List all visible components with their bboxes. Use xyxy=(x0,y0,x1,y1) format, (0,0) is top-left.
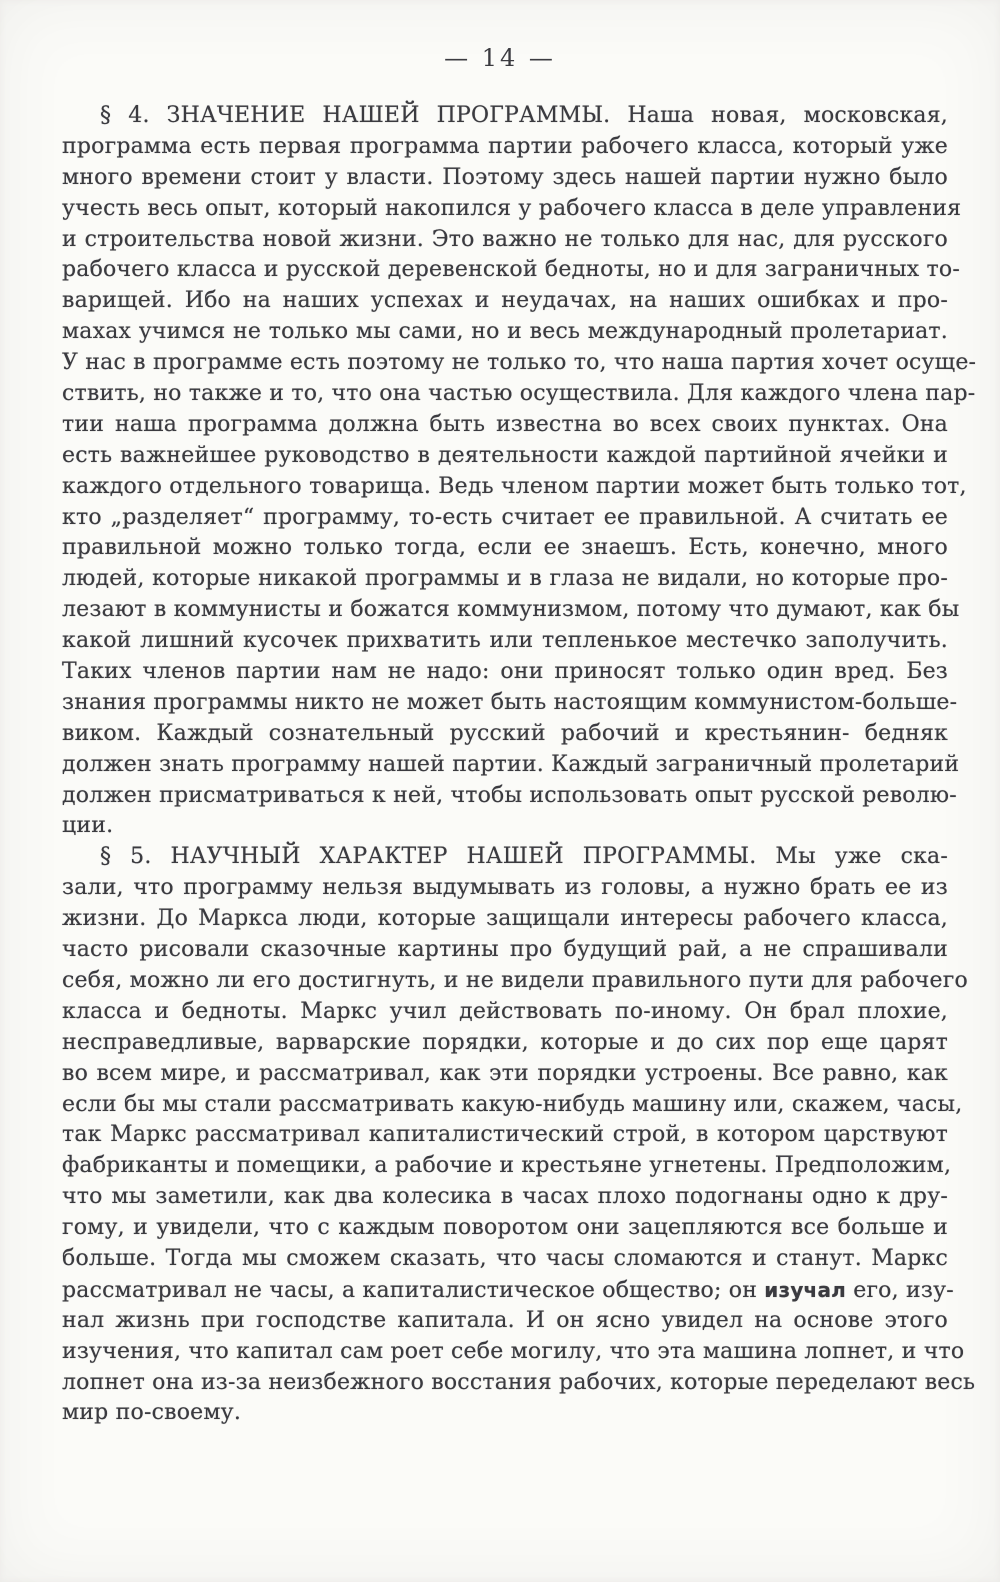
text-line xyxy=(62,873,948,904)
text-line xyxy=(62,595,960,626)
text-line xyxy=(62,1028,948,1059)
text-segment: § 5. НАУЧНЫЙ ХАРАКТЕР НАШЕЙ ПРОГРАММЫ. Мы уже ска- xyxy=(100,844,948,870)
paragraph-section-5 xyxy=(62,842,976,1429)
text-segment: и строительства новой жизни. Это важно не только для нас, для русского xyxy=(62,226,948,252)
text-segment: Таких членов партии нам не надо: они приносят только один вред. Без xyxy=(62,659,948,685)
text-line xyxy=(62,781,957,812)
text-line xyxy=(62,688,958,719)
text-line xyxy=(62,163,948,194)
text-line xyxy=(62,225,948,256)
text-line xyxy=(62,1275,954,1306)
text-segment: § 4. ЗНАЧЕНИЕ НАШЕЙ ПРОГРАММЫ. Наша новая, московская, xyxy=(100,103,948,128)
text-segment: жизни. До Маркса люди, которые защищали интересы рабочего класса, xyxy=(62,906,948,932)
text-line xyxy=(62,194,962,225)
text-segment: У нас в программе есть поэтому не только то, что наша партия хочет осуще- xyxy=(62,350,977,376)
text-segment: рабочего класса и русской деревенской бедноты, но и для заграничных то- xyxy=(62,257,960,283)
text-segment: должен знать программу нашей партии. Каждый заграничный пролетарий xyxy=(62,751,960,777)
text-line xyxy=(62,904,948,935)
text-segment: есть важнейшее руководство в деятельности каждой партийной ячейки и xyxy=(62,442,948,468)
text-segment: часто рисовали сказочные картины про будущий рай, а не спрашивали xyxy=(62,937,948,963)
text-segment: что мы заметили, как два колесика в часах плохо подогнаны одно к дру- xyxy=(62,1184,948,1210)
text-line xyxy=(62,657,948,688)
text-line xyxy=(62,348,977,379)
text-segment: какой лишний кусочек прихватить или тепленькое местечко заполучить. xyxy=(62,628,948,654)
text-segment: должен присматриваться к ней, чтобы использовать опыт русской револю- xyxy=(62,782,957,808)
body-text xyxy=(62,101,977,1429)
text-line xyxy=(62,1368,976,1399)
text-line xyxy=(62,966,968,997)
text-segment: так Маркс рассматривал капиталистический строй, в котором царствуют xyxy=(62,1122,948,1148)
text-line xyxy=(62,1120,948,1151)
text-segment: лезают в коммунисты и божатся коммунизмом, потому что думают, как бы xyxy=(62,597,960,623)
paragraph-section-4 xyxy=(62,101,977,842)
page-number-header: — 14 — xyxy=(444,44,556,72)
text-line xyxy=(62,286,948,317)
text-line xyxy=(62,410,948,441)
text-line xyxy=(62,1059,948,1090)
text-segment: ствить, но также и то, что она частью осуществила. Для каждого члена пар- xyxy=(62,381,976,407)
text-line xyxy=(62,317,948,348)
text-segment: его, изу- xyxy=(846,1277,954,1303)
emphasized-word: изучал xyxy=(764,1277,847,1302)
text-line xyxy=(62,811,948,842)
text-segment: если бы мы стали рассматривать какую-нибудь машину или, скажем, часы, xyxy=(62,1091,963,1117)
text-line xyxy=(62,1337,965,1368)
text-line xyxy=(62,997,948,1028)
text-line xyxy=(62,101,948,132)
text-segment: каждого отдельного товарища. Ведь членом партии может быть только тот, xyxy=(62,473,967,499)
text-segment: несправедливые, варварские порядки, которые и до сих пор еще царят xyxy=(62,1029,948,1055)
text-segment: нал жизнь при господстве капитала. И он ясно увидел на основе этого xyxy=(62,1307,948,1333)
text-segment: лопнет она из-за неизбежного восстания рабочих, которые переделают весь xyxy=(62,1369,976,1395)
text-line xyxy=(62,1151,952,1182)
text-line xyxy=(62,1182,948,1213)
text-segment: знания программы никто не может быть настоящим коммунистом-больше- xyxy=(62,689,958,715)
text-segment: варищей. Ибо на наших успехах и неудачах, на наших ошибках и про- xyxy=(62,288,948,314)
text-segment: рассматривал не часы, а капиталистическое общество; он xyxy=(62,1277,765,1303)
text-line xyxy=(62,472,967,503)
text-line xyxy=(62,1398,948,1429)
text-segment: больше. Тогда мы сможем сказать, что часы сломаются и станут. Маркс xyxy=(62,1245,948,1271)
text-line xyxy=(62,132,948,163)
text-line xyxy=(62,533,948,564)
text-line xyxy=(62,503,948,534)
text-line xyxy=(62,935,948,966)
text-segment: зали, что программу нельзя выдумывать из головы, а нужно брать ее из xyxy=(62,875,948,901)
text-segment: мир по-своему. xyxy=(62,1400,242,1426)
text-line xyxy=(62,441,948,472)
text-segment: ции. xyxy=(62,813,114,839)
text-line xyxy=(62,1213,948,1244)
text-segment: во всем мире, и рассматривал, как эти порядки устроены. Все равно, как xyxy=(62,1060,948,1086)
text-segment: правильной можно только тогда, если ее знаешъ. Есть, конечно, много xyxy=(62,535,948,561)
text-line xyxy=(62,255,960,286)
text-line xyxy=(62,1306,948,1337)
text-segment: виком. Каждый сознательный русский рабочий и крестьянин- бедняк xyxy=(62,720,948,746)
text-segment: много времени стоит у власти. Поэтому здесь нашей партии нужно было xyxy=(62,164,948,190)
text-line xyxy=(62,719,948,750)
text-segment: программа есть первая программа партии рабочего класса, который уже xyxy=(62,133,948,159)
text-segment: фабриканты и помещики, а рабочие и крестьяне угнетены. Предположим, xyxy=(62,1153,952,1179)
text-segment: класса и бедноты. Маркс учил действовать по-иному. Он брал плохие, xyxy=(62,998,948,1024)
text-segment: изучения, что капитал сам роет себе могилу, что эта машина лопнет, и что xyxy=(62,1338,965,1364)
text-segment: кто „разделяет“ программу, то-есть считает ее правильной. А считать ее xyxy=(62,504,948,530)
text-line xyxy=(62,379,976,410)
text-line xyxy=(62,626,948,657)
text-line xyxy=(62,750,960,781)
text-segment: учесть весь опыт, который накопился у рабочего класса в деле управления xyxy=(62,195,962,221)
text-line xyxy=(62,1244,948,1275)
text-line xyxy=(62,564,948,595)
text-segment: тии наша программа должна быть известна во всех своих пунктах. Она xyxy=(62,411,948,437)
text-segment: махах учимся не только мы сами, но и весь международный пролетариат. xyxy=(62,319,948,345)
text-line xyxy=(62,1090,963,1121)
text-segment: людей, которые никакой программы и в глаза не видали, но которые про- xyxy=(62,566,948,592)
text-segment: гому, и увидели, что с каждым поворотом они зацепляются все больше и xyxy=(62,1215,948,1241)
text-line xyxy=(62,842,948,873)
text-segment: себя, можно ли его достигнуть, и не видели правильного пути для рабочего xyxy=(62,967,968,993)
